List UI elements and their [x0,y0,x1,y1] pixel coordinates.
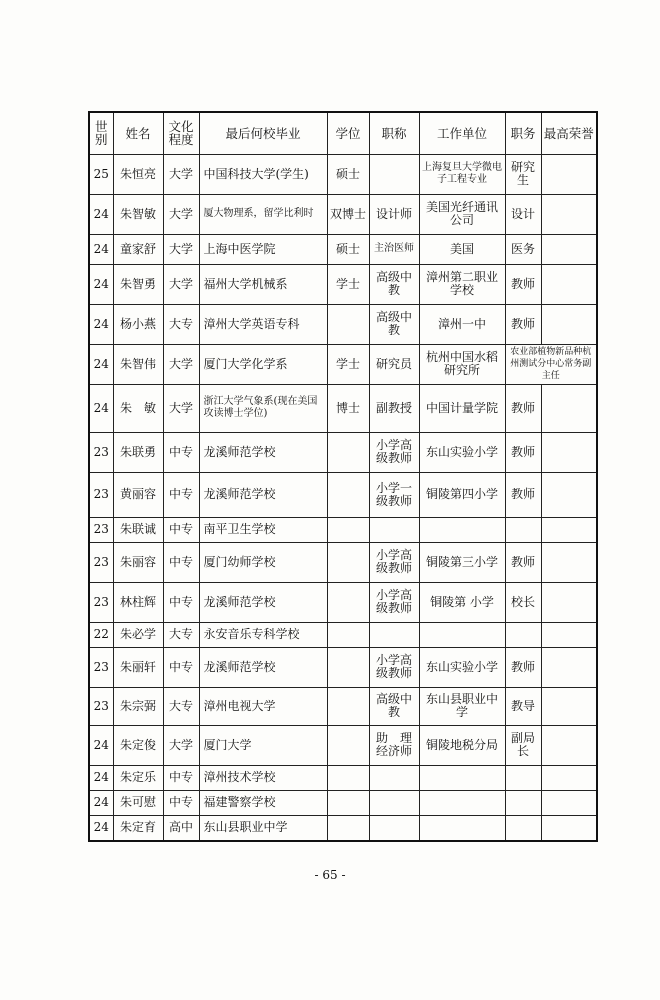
cell-unit: 美国 [419,234,505,264]
genealogy-table [88,111,598,842]
cell-generation: 23 [89,432,113,472]
cell-education: 高中 [163,815,199,841]
cell-school: 浙江大学气象系(现在美国攻读博士学位) [199,384,327,432]
table-row [89,432,597,472]
cell-name: 杨小燕 [113,304,163,344]
cell-degree [327,622,369,647]
cell-name: 朱定乐 [113,765,163,790]
table-row [89,765,597,790]
cell-school: 龙溪师范学校 [199,647,327,687]
cell-title [369,622,419,647]
cell-name: 朱定育 [113,815,163,841]
table-row [89,622,597,647]
cell-generation: 24 [89,344,113,384]
cell-post [505,622,541,647]
cell-unit: 铜陵第三小学 [419,542,505,582]
header-post: 职务 [505,112,541,154]
cell-generation: 23 [89,472,113,517]
cell-education: 大学 [163,154,199,194]
cell-post [505,815,541,841]
cell-name: 朱丽容 [113,542,163,582]
cell-degree [327,432,369,472]
cell-title: 研究员 [369,344,419,384]
cell-unit: 杭州中国水稻研究所 [419,344,505,384]
cell-generation: 24 [89,234,113,264]
cell-generation: 24 [89,264,113,304]
cell-unit [419,815,505,841]
cell-school: 中国科技大学(学生) [199,154,327,194]
cell-title: 小学高级教师 [369,582,419,622]
cell-name: 朱恒亮 [113,154,163,194]
cell-name: 朱智勇 [113,264,163,304]
cell-name: 林柱辉 [113,582,163,622]
cell-unit: 东山实验小学 [419,432,505,472]
cell-honor [541,542,597,582]
cell-degree [327,517,369,542]
cell-title [369,790,419,815]
cell-honor [541,264,597,304]
cell-education: 中专 [163,582,199,622]
cell-degree: 学士 [327,264,369,304]
cell-unit: 漳州第二职业学校 [419,264,505,304]
cell-honor [541,154,597,194]
cell-post: 教导 [505,687,541,725]
cell-post: 教师 [505,264,541,304]
cell-honor [541,815,597,841]
cell-education: 大专 [163,304,199,344]
cell-unit: 铜陵第四小学 [419,472,505,517]
header-title: 职称 [369,112,419,154]
cell-honor [541,234,597,264]
cell-unit: 美国光纤通讯公司 [419,194,505,234]
cell-school: 龙溪师范学校 [199,582,327,622]
cell-title: 小学一级教师 [369,472,419,517]
cell-school: 龙溪师范学校 [199,472,327,517]
cell-education: 中专 [163,472,199,517]
cell-generation: 23 [89,517,113,542]
cell-unit: 漳州一中 [419,304,505,344]
cell-unit: 东山县职业中学 [419,687,505,725]
cell-post [505,790,541,815]
cell-degree [327,472,369,517]
cell-title [369,815,419,841]
table-row [89,647,597,687]
cell-honor [541,622,597,647]
cell-unit: 铜陵第 小学 [419,582,505,622]
header-unit: 工作单位 [419,112,505,154]
cell-education: 大专 [163,687,199,725]
cell-title: 助 理经济师 [369,725,419,765]
cell-education: 中专 [163,790,199,815]
cell-unit [419,517,505,542]
cell-generation: 25 [89,154,113,194]
cell-education: 大学 [163,234,199,264]
cell-degree [327,647,369,687]
cell-school: 福建警察学校 [199,790,327,815]
cell-school: 厦门幼师学校 [199,542,327,582]
cell-degree [327,790,369,815]
cell-degree: 硕士 [327,154,369,194]
cell-honor [541,790,597,815]
cell-generation: 23 [89,582,113,622]
cell-title [369,765,419,790]
cell-post: 教师 [505,304,541,344]
cell-education: 大学 [163,194,199,234]
cell-name: 朱必学 [113,622,163,647]
cell-unit [419,790,505,815]
cell-post: 教师 [505,384,541,432]
cell-title: 小学高级教师 [369,542,419,582]
table-row [89,234,597,264]
cell-generation: 23 [89,647,113,687]
cell-education: 大学 [163,725,199,765]
cell-school: 永安音乐专科学校 [199,622,327,647]
cell-name: 朱智伟 [113,344,163,384]
cell-school: 厦门大学 [199,725,327,765]
cell-honor [541,582,597,622]
cell-title: 主治医师 [369,234,419,264]
table-row [89,815,597,841]
table-row [89,384,597,432]
cell-education: 大专 [163,622,199,647]
cell-degree [327,687,369,725]
cell-title: 设计师 [369,194,419,234]
cell-education: 中专 [163,542,199,582]
cell-name: 朱 敏 [113,384,163,432]
table-row [89,154,597,194]
cell-education: 中专 [163,647,199,687]
cell-degree: 双博士 [327,194,369,234]
cell-unit: 东山实验小学 [419,647,505,687]
table-row [89,582,597,622]
table-row [89,725,597,765]
cell-name: 朱联勇 [113,432,163,472]
cell-generation: 24 [89,815,113,841]
cell-degree [327,542,369,582]
table-header-row [89,112,597,154]
cell-title: 高级中教 [369,304,419,344]
table-row [89,344,597,384]
cell-post: 教师 [505,647,541,687]
cell-generation: 24 [89,765,113,790]
table-row [89,472,597,517]
cell-generation: 24 [89,725,113,765]
cell-name: 朱可慰 [113,790,163,815]
cell-honor [541,687,597,725]
cell-name: 朱定俊 [113,725,163,765]
cell-degree [327,582,369,622]
cell-honor [541,725,597,765]
cell-school: 上海中医学院 [199,234,327,264]
cell-unit [419,622,505,647]
cell-title: 高级中教 [369,687,419,725]
cell-title: 高级中教 [369,264,419,304]
cell-school: 漳州大学英语专科 [199,304,327,344]
cell-school: 漳州技术学校 [199,765,327,790]
cell-title: 小学高级教师 [369,432,419,472]
cell-honor [541,765,597,790]
cell-degree [327,765,369,790]
cell-school: 厦大物理系，留学比利时 [199,194,327,234]
header-school: 最后何校毕业 [199,112,327,154]
cell-post: 农业部植物新品种杭州测试分中心常务副主任 [505,344,597,384]
header-education: 文化程度 [163,112,199,154]
table-row [89,517,597,542]
cell-degree [327,815,369,841]
cell-name: 童家舒 [113,234,163,264]
cell-unit: 上海复旦大学微电子工程专业 [419,154,505,194]
cell-post: 医务 [505,234,541,264]
cell-degree [327,304,369,344]
cell-name: 朱智敏 [113,194,163,234]
cell-school: 南平卫生学校 [199,517,327,542]
header-degree: 学位 [327,112,369,154]
cell-generation: 22 [89,622,113,647]
cell-post: 设计 [505,194,541,234]
page-number: - 65 - [314,868,346,882]
cell-name: 朱联诚 [113,517,163,542]
cell-honor [541,384,597,432]
header-generation: 世别 [89,112,113,154]
table-row [89,264,597,304]
cell-name: 朱宗弼 [113,687,163,725]
cell-school: 龙溪师范学校 [199,432,327,472]
cell-education: 中专 [163,517,199,542]
cell-generation: 24 [89,790,113,815]
cell-degree: 硕士 [327,234,369,264]
cell-title: 副教授 [369,384,419,432]
cell-school: 厦门大学化学系 [199,344,327,384]
cell-title [369,517,419,542]
cell-degree [327,725,369,765]
cell-generation: 24 [89,384,113,432]
cell-degree: 学士 [327,344,369,384]
header-honor: 最高荣誉 [541,112,597,154]
cell-post: 研究生 [505,154,541,194]
cell-school: 漳州电视大学 [199,687,327,725]
cell-unit: 铜陵地税分局 [419,725,505,765]
header-name: 姓名 [113,112,163,154]
table-row [89,687,597,725]
cell-post: 教师 [505,472,541,517]
cell-unit [419,765,505,790]
cell-unit: 中国计量学院 [419,384,505,432]
cell-education: 中专 [163,765,199,790]
cell-education: 中专 [163,432,199,472]
cell-honor [541,517,597,542]
cell-post [505,517,541,542]
cell-education: 大学 [163,384,199,432]
cell-name: 朱丽轩 [113,647,163,687]
cell-title [369,154,419,194]
cell-title: 小学高级教师 [369,647,419,687]
cell-post: 校长 [505,582,541,622]
table-row [89,304,597,344]
cell-name: 黄丽容 [113,472,163,517]
table-row [89,194,597,234]
cell-generation: 24 [89,304,113,344]
cell-education: 大学 [163,344,199,384]
cell-degree: 博士 [327,384,369,432]
cell-education: 大学 [163,264,199,304]
cell-generation: 23 [89,687,113,725]
cell-generation: 24 [89,194,113,234]
cell-post: 教师 [505,542,541,582]
cell-honor [541,304,597,344]
cell-honor [541,472,597,517]
table-row [89,790,597,815]
cell-post [505,765,541,790]
cell-honor [541,432,597,472]
cell-generation: 23 [89,542,113,582]
cell-post: 副局长 [505,725,541,765]
table-row [89,542,597,582]
cell-school: 东山县职业中学 [199,815,327,841]
cell-school: 福州大学机械系 [199,264,327,304]
cell-honor [541,194,597,234]
cell-post: 教师 [505,432,541,472]
cell-honor [541,647,597,687]
